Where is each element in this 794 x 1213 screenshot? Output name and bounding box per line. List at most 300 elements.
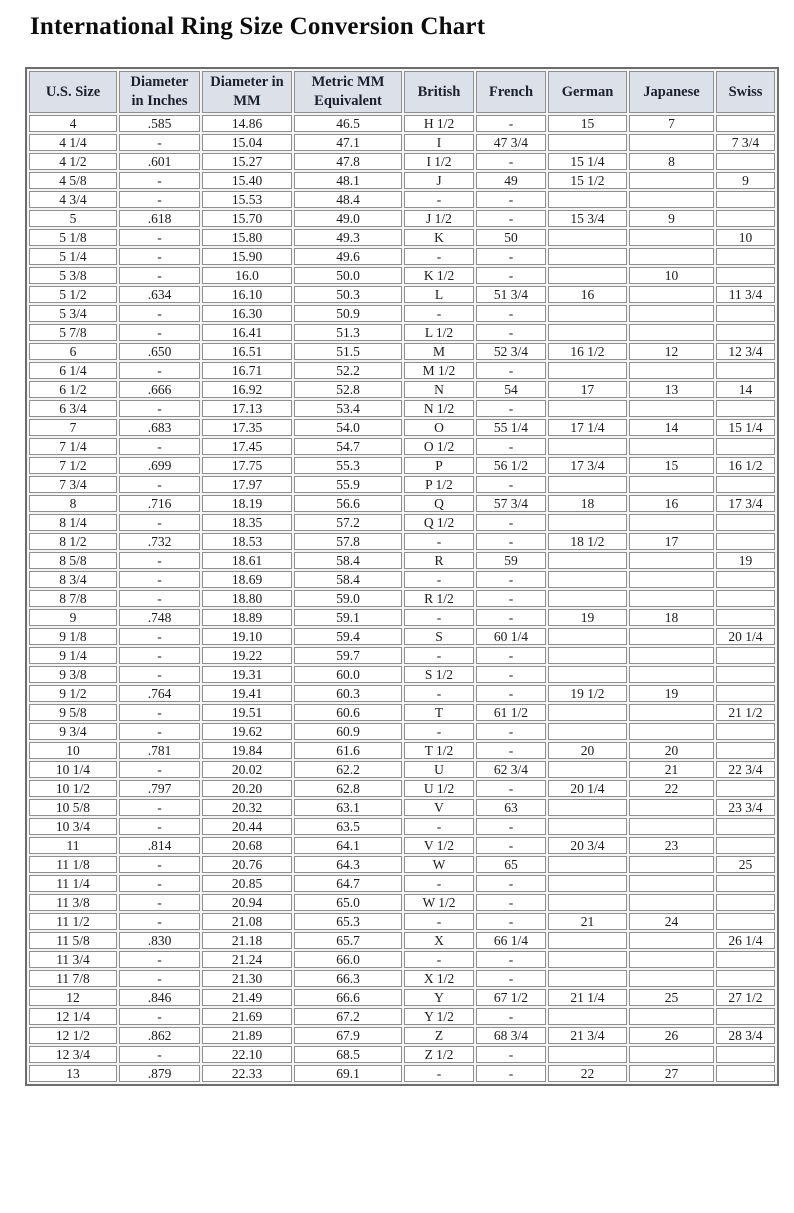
cell: 5 3/8: [29, 267, 117, 284]
cell: I: [404, 134, 474, 151]
cell: 18.35: [202, 514, 292, 531]
cell: 20.68: [202, 837, 292, 854]
cell: 27: [629, 1065, 714, 1082]
cell: 48.4: [294, 191, 402, 208]
table-row: [29, 248, 775, 265]
cell: 59.4: [294, 628, 402, 645]
cell: -: [119, 666, 200, 683]
cell: [629, 723, 714, 740]
cell: -: [476, 685, 546, 702]
cell: 10 3/4: [29, 818, 117, 835]
cell: 9: [629, 210, 714, 227]
cell: 66.6: [294, 989, 402, 1006]
cell: 21.49: [202, 989, 292, 1006]
table-row: [29, 267, 775, 284]
table-row: [29, 457, 775, 474]
cell: 11 1/4: [29, 875, 117, 892]
cell: [548, 1046, 627, 1063]
cell: [716, 571, 775, 588]
cell: -: [119, 324, 200, 341]
cell: 19.62: [202, 723, 292, 740]
table-row: [29, 780, 775, 797]
cell: 12 3/4: [716, 343, 775, 360]
cell: [629, 324, 714, 341]
cell: 20: [629, 742, 714, 759]
cell: [548, 894, 627, 911]
table-header: [29, 71, 775, 113]
cell: -: [119, 913, 200, 930]
cell: [716, 400, 775, 417]
column-header-german: German: [548, 71, 627, 113]
cell: -: [119, 894, 200, 911]
cell: 67.2: [294, 1008, 402, 1025]
cell: 17: [629, 533, 714, 550]
cell: 11 3/8: [29, 894, 117, 911]
cell: 5 7/8: [29, 324, 117, 341]
cell: -: [476, 1046, 546, 1063]
cell: 6 1/4: [29, 362, 117, 379]
cell: -: [119, 248, 200, 265]
cell: 15 3/4: [548, 210, 627, 227]
cell: 18.80: [202, 590, 292, 607]
cell: 60.0: [294, 666, 402, 683]
page-title: International Ring Size Conversion Chart: [30, 13, 486, 40]
cell: 9 3/4: [29, 723, 117, 740]
cell: -: [119, 400, 200, 417]
cell: 16: [548, 286, 627, 303]
table-row: [29, 1046, 775, 1063]
cell: 47.1: [294, 134, 402, 151]
table-row: [29, 837, 775, 854]
cell: [629, 647, 714, 664]
cell: [629, 666, 714, 683]
cell: -: [404, 875, 474, 892]
cell: 14: [629, 419, 714, 436]
cell: 49: [476, 172, 546, 189]
cell: 50.9: [294, 305, 402, 322]
cell: 57.2: [294, 514, 402, 531]
cell: 12 1/2: [29, 1027, 117, 1044]
cell: 8 1/4: [29, 514, 117, 531]
table-row: [29, 913, 775, 930]
cell: 60.6: [294, 704, 402, 721]
cell: 9: [716, 172, 775, 189]
cell: -: [476, 609, 546, 626]
cell: [548, 267, 627, 284]
cell: 15.40: [202, 172, 292, 189]
cell: [716, 1008, 775, 1025]
cell: 21.69: [202, 1008, 292, 1025]
cell: [629, 514, 714, 531]
cell: 7 3/4: [716, 134, 775, 151]
cell: 22 3/4: [716, 761, 775, 778]
cell: [629, 476, 714, 493]
column-header-french: French: [476, 71, 546, 113]
cell: [716, 818, 775, 835]
column-header-metric-mm-equivalent: Metric MM Equivalent: [294, 71, 402, 113]
cell: Z 1/2: [404, 1046, 474, 1063]
cell: 4 3/4: [29, 191, 117, 208]
cell: -: [404, 913, 474, 930]
cell: [716, 875, 775, 892]
table-row: [29, 305, 775, 322]
cell: 48.1: [294, 172, 402, 189]
cell: 5 1/8: [29, 229, 117, 246]
cell: 28 3/4: [716, 1027, 775, 1044]
table-row: [29, 438, 775, 455]
cell: 27 1/2: [716, 989, 775, 1006]
cell: -: [476, 305, 546, 322]
table-row: [29, 761, 775, 778]
cell: 50.0: [294, 267, 402, 284]
cell: -: [476, 476, 546, 493]
cell: U 1/2: [404, 780, 474, 797]
cell: .618: [119, 210, 200, 227]
cell: L 1/2: [404, 324, 474, 341]
cell: 60 1/4: [476, 628, 546, 645]
cell: [629, 951, 714, 968]
cell: 5: [29, 210, 117, 227]
cell: -: [119, 970, 200, 987]
cell: 21: [548, 913, 627, 930]
cell: [548, 856, 627, 873]
cell: 5 3/4: [29, 305, 117, 322]
column-header-diameter-in-inches: Diameter in Inches: [119, 71, 200, 113]
cell: -: [476, 248, 546, 265]
cell: 18: [629, 609, 714, 626]
cell: Y 1/2: [404, 1008, 474, 1025]
cell: [548, 134, 627, 151]
cell: 16.51: [202, 343, 292, 360]
cell: 61.6: [294, 742, 402, 759]
cell: 21 1/4: [548, 989, 627, 1006]
cell: [716, 362, 775, 379]
cell: [716, 837, 775, 854]
cell: -: [119, 552, 200, 569]
table-row: [29, 514, 775, 531]
cell: 18: [548, 495, 627, 512]
cell: [548, 400, 627, 417]
cell: -: [119, 818, 200, 835]
cell: 55.3: [294, 457, 402, 474]
cell: [716, 115, 775, 132]
cell: [716, 1065, 775, 1082]
cell: [548, 970, 627, 987]
table-row: [29, 381, 775, 398]
cell: 66.0: [294, 951, 402, 968]
cell: 52.8: [294, 381, 402, 398]
cell: 21.30: [202, 970, 292, 987]
cell: Z: [404, 1027, 474, 1044]
cell: 9: [29, 609, 117, 626]
table-row: [29, 191, 775, 208]
cell: -: [119, 571, 200, 588]
cell: 21.08: [202, 913, 292, 930]
cell: 19.10: [202, 628, 292, 645]
cell: -: [404, 248, 474, 265]
cell: H 1/2: [404, 115, 474, 132]
cell: V 1/2: [404, 837, 474, 854]
cell: [716, 476, 775, 493]
table-row: [29, 628, 775, 645]
cell: W: [404, 856, 474, 873]
cell: .862: [119, 1027, 200, 1044]
cell: -: [119, 761, 200, 778]
cell: 10 5/8: [29, 799, 117, 816]
cell: -: [404, 609, 474, 626]
cell: [716, 267, 775, 284]
cell: 12 3/4: [29, 1046, 117, 1063]
cell: 10 1/2: [29, 780, 117, 797]
cell: 59.7: [294, 647, 402, 664]
cell: 18.69: [202, 571, 292, 588]
cell: 23 3/4: [716, 799, 775, 816]
cell: 22.33: [202, 1065, 292, 1082]
cell: -: [476, 571, 546, 588]
cell: 21.24: [202, 951, 292, 968]
cell: -: [476, 153, 546, 170]
cell: -: [119, 647, 200, 664]
cell: 20.44: [202, 818, 292, 835]
table-row: [29, 989, 775, 1006]
cell: 7 3/4: [29, 476, 117, 493]
cell: [629, 191, 714, 208]
cell: -: [476, 742, 546, 759]
cell: 15 1/4: [548, 153, 627, 170]
cell: 8 3/4: [29, 571, 117, 588]
cell: 15 1/4: [716, 419, 775, 436]
cell: 9 3/8: [29, 666, 117, 683]
cell: [548, 514, 627, 531]
cell: 64.7: [294, 875, 402, 892]
table-row: [29, 685, 775, 702]
cell: 58.4: [294, 552, 402, 569]
cell: 20: [548, 742, 627, 759]
cell: 25: [629, 989, 714, 1006]
cell: 14.86: [202, 115, 292, 132]
cell: -: [476, 723, 546, 740]
cell: .699: [119, 457, 200, 474]
table-row: [29, 286, 775, 303]
cell: 26: [629, 1027, 714, 1044]
cell: [716, 913, 775, 930]
cell: 55 1/4: [476, 419, 546, 436]
cell: 49.3: [294, 229, 402, 246]
header-row: [29, 71, 775, 113]
cell: 50: [476, 229, 546, 246]
cell: [716, 647, 775, 664]
cell: -: [119, 267, 200, 284]
cell: W 1/2: [404, 894, 474, 911]
cell: 6 1/2: [29, 381, 117, 398]
cell: 12 1/4: [29, 1008, 117, 1025]
cell: [716, 951, 775, 968]
cell: -: [476, 590, 546, 607]
cell: 8: [629, 153, 714, 170]
cell: 19: [716, 552, 775, 569]
cell: [629, 799, 714, 816]
cell: [629, 894, 714, 911]
cell: K: [404, 229, 474, 246]
cell: 52 3/4: [476, 343, 546, 360]
cell: 10: [29, 742, 117, 759]
table-row: [29, 115, 775, 132]
cell: S: [404, 628, 474, 645]
table-row: [29, 571, 775, 588]
cell: 51.5: [294, 343, 402, 360]
cell: 15.04: [202, 134, 292, 151]
cell: 17.45: [202, 438, 292, 455]
cell: [629, 704, 714, 721]
cell: J: [404, 172, 474, 189]
cell: -: [404, 533, 474, 550]
cell: 18.89: [202, 609, 292, 626]
cell: .683: [119, 419, 200, 436]
cell: -: [119, 951, 200, 968]
cell: 49.6: [294, 248, 402, 265]
cell: 20.85: [202, 875, 292, 892]
cell: [548, 723, 627, 740]
cell: -: [404, 951, 474, 968]
table-row: [29, 799, 775, 816]
cell: [716, 894, 775, 911]
cell: 23: [629, 837, 714, 854]
cell: 63.5: [294, 818, 402, 835]
table-row: [29, 1027, 775, 1044]
cell: K 1/2: [404, 267, 474, 284]
cell: -: [476, 951, 546, 968]
cell: 12: [29, 989, 117, 1006]
cell: 62.2: [294, 761, 402, 778]
cell: -: [404, 571, 474, 588]
cell: 17 3/4: [548, 457, 627, 474]
cell: [548, 571, 627, 588]
cell: [548, 191, 627, 208]
cell: [716, 723, 775, 740]
cell: 17: [548, 381, 627, 398]
cell: S 1/2: [404, 666, 474, 683]
cell: 11 1/8: [29, 856, 117, 873]
cell: [629, 628, 714, 645]
cell: [548, 229, 627, 246]
cell: -: [119, 1008, 200, 1025]
cell: .781: [119, 742, 200, 759]
cell: 7: [29, 419, 117, 436]
table-row: [29, 818, 775, 835]
cell: 21: [629, 761, 714, 778]
cell: -: [119, 514, 200, 531]
cell: 66 1/4: [476, 932, 546, 949]
cell: 11 1/2: [29, 913, 117, 930]
cell: 5 1/4: [29, 248, 117, 265]
column-header-u-s-size: U.S. Size: [29, 71, 117, 113]
cell: [629, 875, 714, 892]
cell: -: [476, 666, 546, 683]
cell: P: [404, 457, 474, 474]
cell: 63: [476, 799, 546, 816]
table-row: [29, 210, 775, 227]
cell: 8 1/2: [29, 533, 117, 550]
cell: [716, 590, 775, 607]
column-header-diameter-in-mm: Diameter in MM: [202, 71, 292, 113]
table-row: [29, 951, 775, 968]
table-row: [29, 172, 775, 189]
cell: [548, 476, 627, 493]
table-row: [29, 742, 775, 759]
cell: 4 1/4: [29, 134, 117, 151]
cell: 11 5/8: [29, 932, 117, 949]
cell: -: [476, 362, 546, 379]
cell: 51 3/4: [476, 286, 546, 303]
cell: .666: [119, 381, 200, 398]
cell: 22: [548, 1065, 627, 1082]
cell: .601: [119, 153, 200, 170]
cell: 56 1/2: [476, 457, 546, 474]
cell: 7 1/4: [29, 438, 117, 455]
table-row: [29, 666, 775, 683]
cell: 17.13: [202, 400, 292, 417]
cell: 16 1/2: [716, 457, 775, 474]
cell: J 1/2: [404, 210, 474, 227]
cell: -: [476, 115, 546, 132]
cell: 60.3: [294, 685, 402, 702]
cell: 15: [629, 457, 714, 474]
cell: 11: [29, 837, 117, 854]
cell: 4: [29, 115, 117, 132]
cell: 20.32: [202, 799, 292, 816]
cell: [629, 362, 714, 379]
cell: 15.80: [202, 229, 292, 246]
cell: 8 5/8: [29, 552, 117, 569]
table-row: [29, 894, 775, 911]
cell: -: [119, 704, 200, 721]
cell: -: [404, 647, 474, 664]
cell: .716: [119, 495, 200, 512]
cell: 19.41: [202, 685, 292, 702]
cell: -: [476, 438, 546, 455]
cell: 20 1/4: [548, 780, 627, 797]
cell: [716, 970, 775, 987]
cell: 50.3: [294, 286, 402, 303]
cell: .634: [119, 286, 200, 303]
cell: [548, 305, 627, 322]
cell: 13: [629, 381, 714, 398]
cell: 65.7: [294, 932, 402, 949]
cell: -: [476, 1065, 546, 1082]
cell: 20 3/4: [548, 837, 627, 854]
table-row: [29, 590, 775, 607]
cell: O: [404, 419, 474, 436]
cell: -: [119, 438, 200, 455]
cell: P 1/2: [404, 476, 474, 493]
cell: 56.6: [294, 495, 402, 512]
cell: -: [476, 267, 546, 284]
cell: -: [476, 400, 546, 417]
cell: -: [119, 590, 200, 607]
table-row: [29, 552, 775, 569]
table-row: [29, 970, 775, 987]
cell: R: [404, 552, 474, 569]
cell: 26 1/4: [716, 932, 775, 949]
cell: -: [119, 191, 200, 208]
table-row: [29, 704, 775, 721]
cell: 59.0: [294, 590, 402, 607]
cell: [716, 324, 775, 341]
cell: -: [476, 875, 546, 892]
cell: [716, 609, 775, 626]
table-body: [29, 115, 775, 1082]
cell: 54.0: [294, 419, 402, 436]
